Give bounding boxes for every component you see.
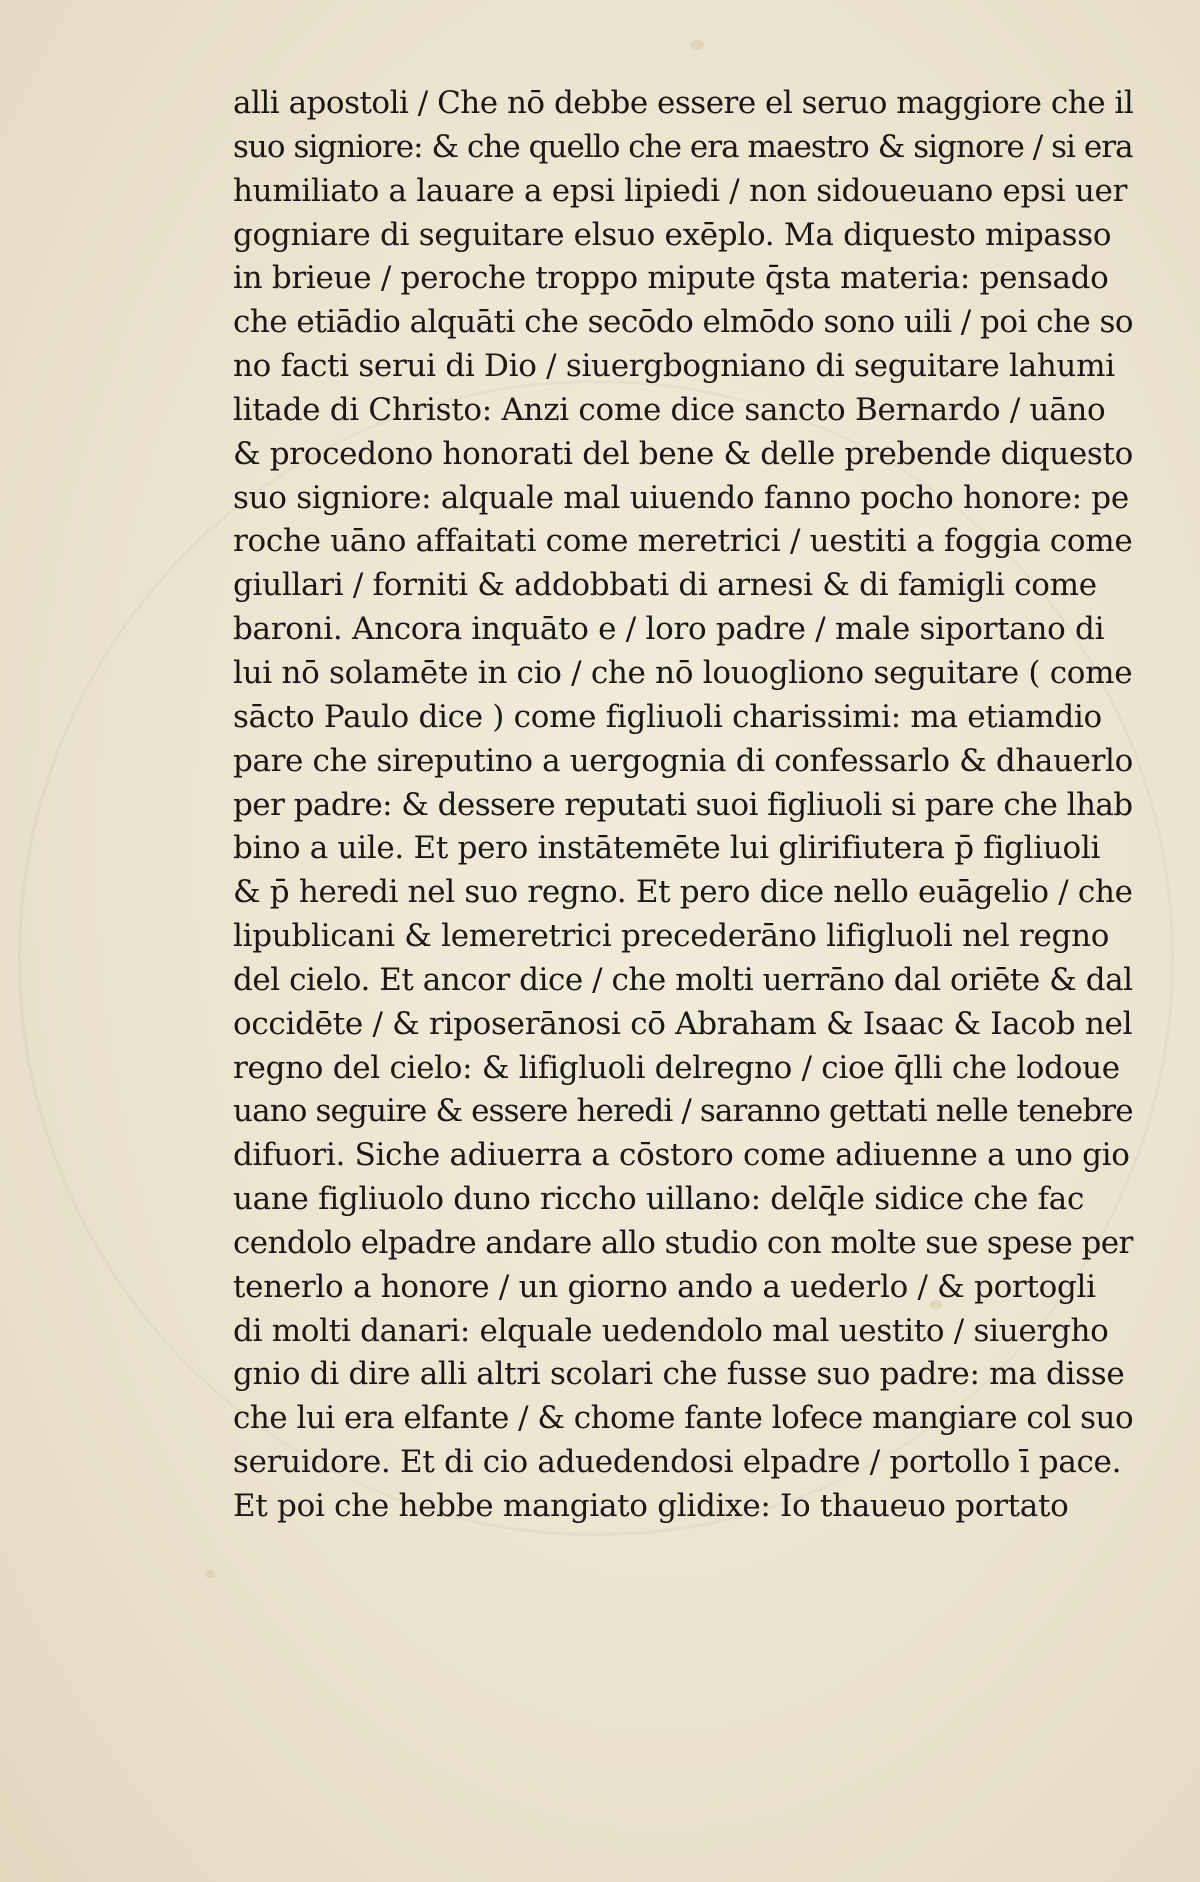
text-line: litade di Christo: Anzi come dice sancto Bernardo / uāno	[233, 391, 1106, 428]
text-line: humiliato a lauare a epsi lipiedi / non sidoueuano epsi uer	[233, 172, 1128, 209]
text-line: suo signiore: alquale mal uiuendo fanno pocho honore: pe	[233, 479, 1129, 516]
text-line: giullari / forniti & addobbati di arnesi & di famigli come	[233, 567, 1097, 604]
text-line: occidēte / & riposerānosi cō Abraham & Isaac & Iacob nel	[233, 1005, 1133, 1042]
text-line: bino a uile. Et pero instātemēte lui glirifiutera p̄ figliuoli	[233, 830, 1101, 867]
text-line: regno del cielo: & lifigluoli delregno / cioe q̄lli che lodoue	[233, 1049, 1120, 1086]
text-line: in brieue / peroche troppo mipute q̄sta materia: pensado	[233, 260, 1109, 297]
text-block	[233, 82, 1133, 1529]
text-line: suo signiore: & che quello che era maestro & signore / si era	[233, 128, 1133, 165]
text-line: uano seguire & essere heredi / saranno gettati nelle tenebre	[233, 1093, 1133, 1130]
text-line: gogniare di seguitare elsuo exēplo. Ma diquesto mipasso	[233, 216, 1112, 253]
text-line: lipublicani & lemeretrici precederāno lifigluoli nel regno	[233, 918, 1110, 955]
text-line: gnio di dire alli altri scolari che fusse suo padre: ma disse	[233, 1356, 1125, 1393]
text-line: che lui era elfante / & chome fante lofece mangiare col suo	[233, 1400, 1134, 1437]
text-line: Et poi che hebbe mangiato glidixe: Io thaueuo portato	[233, 1488, 1069, 1524]
text-line: & procedono honorati del bene & delle prebende diquesto	[233, 435, 1133, 472]
text-line: pare che sireputino a uergognia di confessarlo & dhauerlo	[233, 742, 1133, 779]
text-line: lui nō solamēte in cio / che nō louogliono seguitare ( come	[233, 654, 1133, 691]
text-line: uane figliuolo duno riccho uillano: delq̄le sidice che fac	[233, 1181, 1085, 1218]
text-line: che etiādio alquāti che secōdo elmōdo sono uili / poi che so	[233, 304, 1134, 341]
text-line: tenerlo a honore / un giorno ando a uederlo / & portogli	[233, 1268, 1096, 1305]
text-line: del cielo. Et ancor dice / che molti uerrāno dal oriēte & dal	[233, 961, 1133, 998]
text-line: alli apostoli / Che nō debbe essere el seruo maggiore che il	[233, 85, 1134, 121]
paper-stain	[690, 40, 704, 50]
text-line: baroni. Ancora inquāto e / loro padre / male siportano di	[233, 611, 1105, 648]
text-line: di molti danari: elquale uedendolo mal uestito / siuergho	[233, 1312, 1109, 1349]
text-line: no facti serui di Dio / siuergbogniano di seguitare lahumi	[233, 348, 1115, 385]
paper-stain	[205, 1570, 215, 1578]
text-line: seruidore. Et di cio aduedendosi elpadre / portollo ī pace.	[233, 1444, 1122, 1481]
text-line: cendolo elpadre andare allo studio con molte sue spese per	[233, 1224, 1133, 1261]
text-line: per padre: & dessere reputati suoi figliuoli si pare che lhab	[233, 786, 1133, 823]
text-line: sācto Paulo dice ) come figliuoli charissimi: ma etiamdio	[233, 698, 1102, 735]
text-line: roche uāno affaitati come meretrici / uestiti a foggia come	[233, 523, 1133, 560]
text-line: & p̄ heredi nel suo regno. Et pero dice nello euāgelio / che	[233, 874, 1133, 911]
text-line: difuori. Siche adiuerra a cōstoro come adiuenne a uno gio	[233, 1137, 1130, 1174]
